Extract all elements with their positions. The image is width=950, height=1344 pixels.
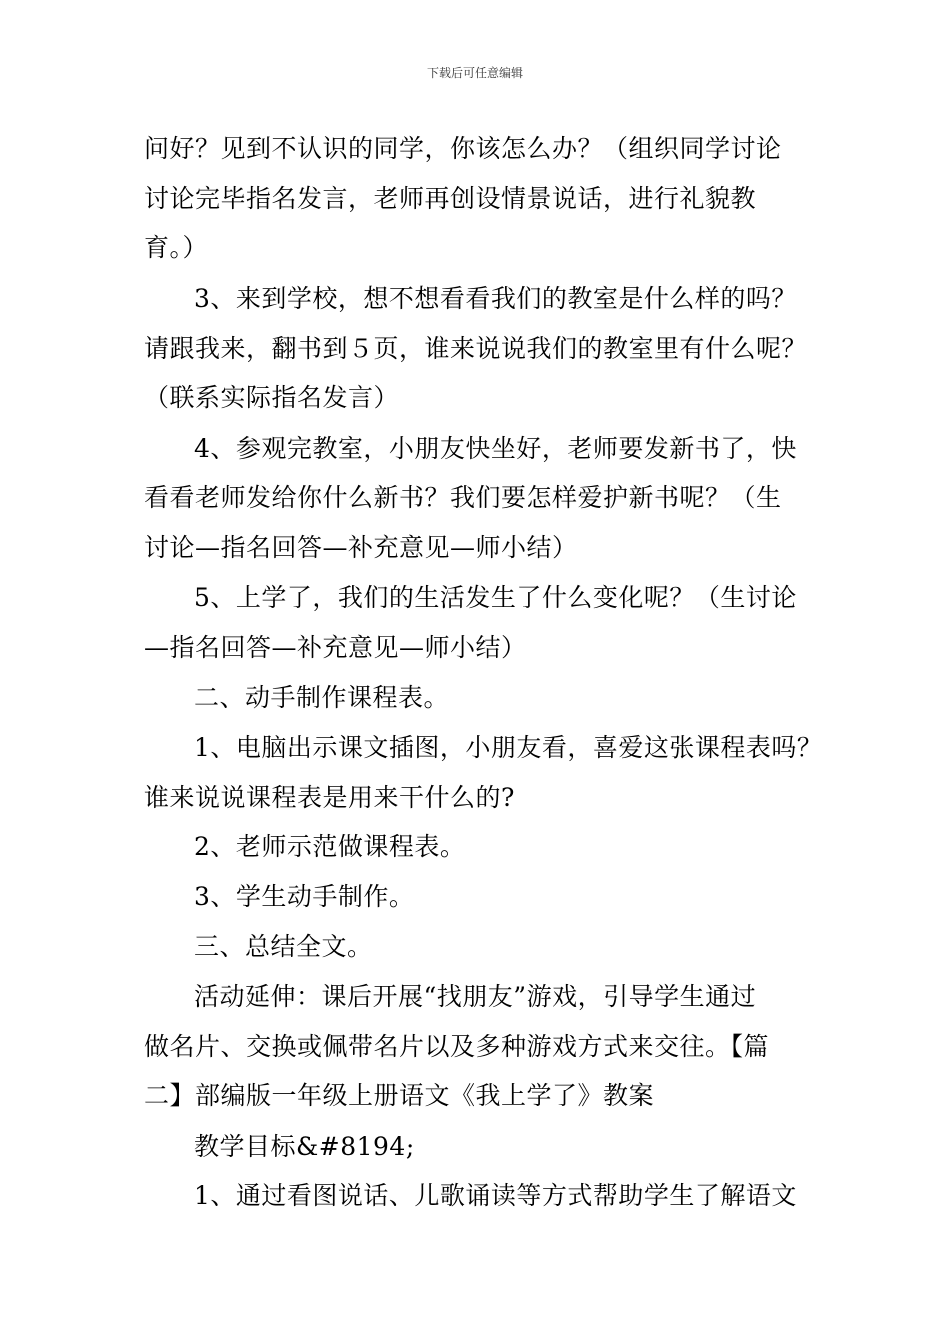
text-line: 讨论完毕指名发言，老师再创设情景说话，进行礼貌教 [144,184,757,213]
text-line: 教学目标&#8194; [194,1132,415,1161]
text-line: 讨论—指名回答—补充意见—师小结） [144,533,578,562]
text-line: 1、电脑出示课文插图，小朋友看，喜爱这张课程表吗？ [194,733,823,762]
text-line: 看看老师发给你什么新书？我们要怎样爱护新书呢？（生 [144,483,782,512]
text-line: 3、来到学校，想不想看看我们的教室是什么样的吗？ [194,284,797,313]
text-line: 谁来说说课程表是用来干什么的? [144,783,515,812]
text-line: 4、参观完教室，小朋友快坐好，老师要发新书了，快 [194,434,797,463]
section-heading: 二、动手制作课程表。 [194,683,450,712]
text-line: 问好？见到不认识的同学，你该怎么办？（组织同学讨论 [144,134,782,163]
text-line: 二】部编版一年级上册语文《我上学了》教案 [144,1081,655,1110]
page-header: 下载后可任意编辑 [426,66,523,80]
text-line: 活动延伸：课后开展“找朋友”游戏，引导学生通过 [194,982,757,1011]
section-heading: 三、总结全文。 [194,932,373,961]
text-line: —指名回答—补充意见—师小结） [144,633,527,662]
text-line: 2、老师示范做课程表。 [194,832,466,861]
text-line: 做名片、交换或佩带名片以及多种游戏方式来交往。【篇 [144,1032,770,1061]
text-line: 育。） [144,233,209,262]
text-line: 请跟我来，翻书到５页，谁来说说我们的教室里有什么呢？ [144,334,808,363]
text-line: 5、上学了，我们的生活发生了什么变化呢？（生讨论 [194,583,797,612]
text-line: 1、通过看图说话、儿歌诵读等方式帮助学生了解语文 [194,1181,797,1210]
text-line: 3、学生动手制作。 [194,882,415,911]
text-line: （联系实际指名发言） [144,383,400,412]
